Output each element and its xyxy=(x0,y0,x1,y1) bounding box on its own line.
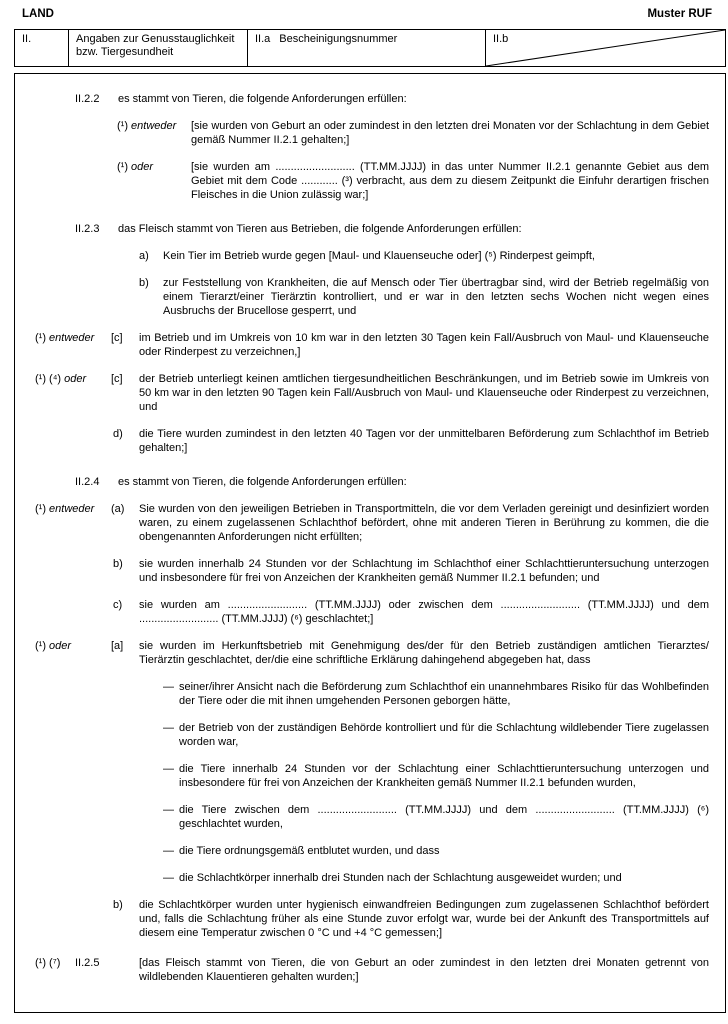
dash-icon: — xyxy=(163,681,174,693)
clause-letter: [a] xyxy=(111,640,124,652)
section-row xyxy=(35,92,709,106)
clause-text: die Tiere innerhalb 24 Stunden vor der Schlachtung einer Schlachttieruntersuchung unterzogen und insbesondere für frei von Anzeichen der Krankheiten gemäß Nummer II.2.1 befunden wurden, xyxy=(179,763,709,789)
page-header xyxy=(0,0,728,21)
clause-text: [das Fleisch stammt von Tieren, die von Geburt an oder zumindest in den letzten drei Monaten getrennt von wildlebenden Klauentieren gehalten wurden;] xyxy=(139,957,709,983)
clause-row xyxy=(35,502,709,544)
clause-text: sie wurden am .......................... (TT.MM.JJJJ) oder zwischen dem .......................... (TT.MM.JJJJ) und dem .......................... (TT.MM.JJJJ) (⁶) geschlachtet;] xyxy=(139,599,709,625)
info-table xyxy=(14,29,726,67)
option-keyword xyxy=(35,639,111,653)
section-number: II.2.2 xyxy=(75,93,100,105)
clause-text: sie wurden im Herkunftsbetrieb mit Genehmigung des/der für den Betrieb zuständigen amtlichen Tierarztes/ Tierärztin geschlachtet, der/die eine schriftliche Erklärung dahingehend abgegeben hat, dass xyxy=(139,640,709,666)
clause-text: der Betrieb von der zuständigen Behörde kontrolliert und für die Schlachtung wildlebender Tiere zugelassen worden war, xyxy=(179,722,709,748)
section-row xyxy=(35,222,709,236)
keyword-word: oder xyxy=(64,373,87,385)
footnote-marker: (¹) xyxy=(117,120,132,132)
dash-icon: — xyxy=(163,763,174,775)
dash-icon: — xyxy=(163,804,174,816)
section-number: II.2.5 xyxy=(75,957,100,969)
cell-part-title xyxy=(69,30,248,66)
option-keyword xyxy=(35,502,111,516)
certificate-number-label: II.a xyxy=(255,33,271,45)
keyword-word: oder xyxy=(131,161,154,173)
section-row xyxy=(35,475,709,489)
clause-letter: d) xyxy=(113,428,123,440)
clause-row xyxy=(35,331,709,359)
section-row xyxy=(35,956,709,984)
clause-text: [sie wurden am .......................... (TT.MM.JJJJ) in das unter Nummer II.2.1 genannte Gebiet aus dem Gebiet mit dem Code ............ (³) verbracht, aus dem zu diesem Zeitpunkt die Einfuhr derartigen frischen Fleisches in die Union zulässig war;] xyxy=(191,161,709,201)
footnote-marker: (¹) xyxy=(35,332,50,344)
clause-letter: a) xyxy=(139,250,149,262)
clause-row xyxy=(35,372,709,414)
keyword-word: entweder xyxy=(131,120,177,132)
clause-text: der Betrieb unterliegt keinen amtlichen tiergesundheitlichen Beschränkungen, und im Betrieb sowie im Umkreis von 50 km war in den letzten 90 Tagen kein Fall/Ausbruch von Maul- und Klauenseuche oder Rinderpest zu verzeichnen, und xyxy=(139,373,709,413)
clause-text: es stammt von Tieren, die folgende Anforderungen erfüllen: xyxy=(118,476,407,488)
clause-letter: [c] xyxy=(111,373,123,385)
clause-row xyxy=(35,249,709,263)
clause-text: im Betrieb und im Umkreis von 10 km war in den letzten 30 Tagen kein Fall/Ausbruch von Maul- und Klauenseuche oder Rinderpest zu verzeichnen,] xyxy=(139,332,709,358)
clause-text: zur Feststellung von Krankheiten, die auf Mensch oder Tier übertragbar sind, wird der Betrieb regelmäßig von einem Tierarzt/einer Tierärztin kontrolliert, und er war in den letzten sechs Wochen nicht wegen eines Ausbruchs der Brucellose gesperrt, und xyxy=(163,277,709,317)
clause-row xyxy=(35,721,709,749)
section-number: II.2.3 xyxy=(75,223,100,235)
clause-text: es stammt von Tieren, die folgende Anforderungen erfüllen: xyxy=(118,93,407,105)
section-number: II.2.4 xyxy=(75,476,100,488)
keyword-word: entweder xyxy=(49,332,95,344)
clause-text: das Fleisch stammt von Tieren aus Betrieben, die folgende Anforderungen erfüllen: xyxy=(118,223,522,235)
keyword-word: entweder xyxy=(49,503,95,515)
part-title-line2: bzw. Tiergesundheit xyxy=(76,46,174,58)
cell-certificate-number xyxy=(248,30,486,66)
clause-letter: b) xyxy=(139,277,149,289)
dash-icon: — xyxy=(163,845,174,857)
clause-row xyxy=(35,680,709,708)
footnote-marker: (¹) (⁴) xyxy=(35,373,65,385)
clause-row xyxy=(35,844,709,858)
clause-text: die Tiere zwischen dem .......................... (TT.MM.JJJJ) und dem .......................... (TT.MM.JJJJ) (⁶) geschlachtet wurden, xyxy=(179,804,709,830)
option-keyword xyxy=(117,119,191,133)
clause-letter: [c] xyxy=(111,332,123,344)
document-body xyxy=(14,73,726,1013)
keyword-word: oder xyxy=(49,640,72,652)
clause-row xyxy=(35,803,709,831)
clause-letter: (a) xyxy=(111,503,125,515)
country-label: LAND xyxy=(22,8,54,20)
iib-label: II.b xyxy=(493,33,511,45)
clause-letter: b) xyxy=(113,899,123,911)
clause-text: Kein Tier im Betrieb wurde gegen [Maul- und Klauenseuche oder] (⁵) Rinderpest geimpft, xyxy=(163,250,595,262)
cell-part-number xyxy=(15,30,69,66)
footnote-marker: (¹) xyxy=(35,503,50,515)
part-number: II. xyxy=(22,33,32,45)
clause-text: Sie wurden von den jeweiligen Betrieben in Transportmitteln, die vor dem Verladen gereinigt und desinfiziert worden waren, zu einem zugelassenen Schlachthof befördert, ohne mit anderen Tieren in Berührung zu kommen, die die obengenannten Anforderungen nicht erfüllten; xyxy=(139,503,709,543)
clause-row xyxy=(35,871,709,885)
option-keyword xyxy=(35,331,111,345)
diagonal-line xyxy=(486,30,725,66)
clause-row xyxy=(35,160,709,202)
option-keyword xyxy=(35,372,111,386)
option-keyword xyxy=(117,160,191,174)
footnote-marker: (¹) xyxy=(35,640,50,652)
dash-icon: — xyxy=(163,872,174,884)
clause-row xyxy=(35,276,709,318)
dash-icon: — xyxy=(163,722,174,734)
clause-row xyxy=(35,427,709,455)
clause-text: sie wurden innerhalb 24 Stunden vor der Schlachtung im Schlachthof einer Schlachttieruntersuchung unterzogen und insbesondere für frei von Anzeichen der Krankheiten gemäß Nummer II.2.1 befunden; und xyxy=(139,558,709,584)
clause-letter: c) xyxy=(113,599,123,611)
footnote-marker: (¹) xyxy=(117,161,132,173)
clause-row xyxy=(35,119,709,147)
part-title-line1: Angaben zur Genusstauglichkeit xyxy=(76,33,235,45)
certificate-number-title: Bescheinigungsnummer xyxy=(279,33,398,45)
clause-text: [sie wurden von Geburt an oder zumindest in den letzten drei Monaten vor der Schlachtung in dem Gebiet gemäß Nummer II.2.1 gehalten;] xyxy=(191,120,709,146)
clause-text: die Schlachtkörper innerhalb drei Stunden nach der Schlachtung ausgeweidet wurden; und xyxy=(179,872,622,884)
clause-row xyxy=(35,598,709,626)
model-label: Muster RUF xyxy=(647,8,712,20)
clause-text: die Tiere wurden zumindest in den letzten 40 Tagen vor der unmittelbaren Beförderung zum Schlachthof im Betrieb gehalten;] xyxy=(139,428,709,454)
footnote-marker: (¹) (⁷) xyxy=(35,957,61,969)
clause-row xyxy=(35,557,709,585)
clause-row xyxy=(35,898,709,940)
clause-row xyxy=(35,762,709,790)
clause-text: die Tiere ordnungsgemäß entblutet wurden, und dass xyxy=(179,845,440,857)
clause-text: die Schlachtkörper wurden unter hygienisch einwandfreien Bedingungen zum zugelassenen Schlachthof befördert und, falls die Schlachtung früher als eine Stunde zuvor erfolgt war, wurde bei der Ankunft des Transportmittels auf diesem eine Temperatur zwischen 0 °C und +4 °C gemessen;] xyxy=(139,899,709,939)
clause-row xyxy=(35,639,709,667)
clause-letter: b) xyxy=(113,558,123,570)
cell-ii-b xyxy=(486,30,725,66)
clause-text: seiner/ihrer Ansicht nach die Beförderung zum Schlachthof ein unannehmbares Risiko für das Wohlbefinden der Tiere oder die mit ihnen umgehenden Personen geborgen hätte, xyxy=(179,681,709,707)
